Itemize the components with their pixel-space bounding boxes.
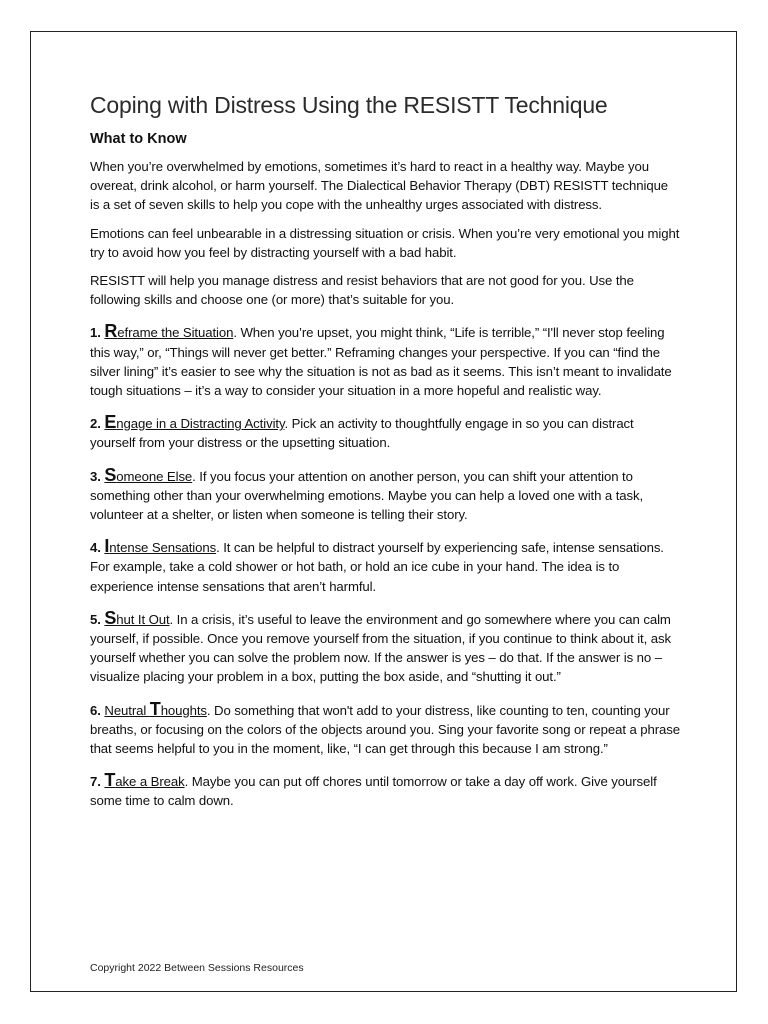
skill-name: Someone Else: [104, 464, 193, 485]
skill-name: Shut It Out: [104, 607, 170, 628]
skill-initial-letter: R: [104, 321, 118, 342]
skill-number: 1.: [90, 325, 101, 341]
intro-paragraph-2: Emotions can feel unbearable in a distressing situation or crisis. When you’re very emotional you might try to avoid how you feel by distracting yourself with a bad habit.: [90, 225, 680, 260]
skill-initial-letter: S: [104, 464, 117, 485]
skill-number: 3.: [90, 468, 101, 484]
skill-number: 7.: [90, 774, 101, 790]
skill-initial-letter: E: [104, 412, 117, 433]
intro-paragraph-1: When you’re overwhelmed by emotions, sometimes it’s hard to react in a healthy way. Maybe you overeat, drink alcohol, or harm yourself. The Dialectical Behavior Therapy (DBT) RESISTT technique is a set of seven skills to help you cope with the unhealthy urges associated with distress.: [90, 159, 669, 213]
skill-name: Reframe the Situation: [104, 321, 234, 342]
skill-description: . When you’re upset, you might think, “Life is terrible,” “I'll never stop feeling this way,” or, “Things will never get better.” Reframing changes your perspective. If you can “find the silver lining” it’s easier to see why the situation is not as bad as it seems. This isn’t meant to invalidate tough situations – it’s a way to consider your situation in a more hopeful and realistic way.: [90, 325, 672, 399]
skill-intense-sensations: [90, 538, 680, 596]
skill-reframe: [90, 323, 680, 400]
skill-take-a-break: [90, 772, 680, 810]
skill-initial-letter: I: [104, 536, 110, 557]
copyright-footer: Copyright 2022 Between Sessions Resources: [90, 962, 304, 974]
skill-neutral-thoughts: [90, 698, 680, 759]
skill-number: 2.: [90, 416, 101, 432]
skill-engage: [90, 414, 680, 452]
page-title: Coping with Distress Using the RESISTT Technique: [90, 92, 608, 118]
section-heading-what-to-know: What to Know: [90, 131, 187, 147]
skill-initial-letter: T: [104, 770, 116, 791]
skill-description: . Maybe you can put off chores until tomorrow or take a day off work. Give yourself some time to calm down.: [90, 774, 657, 809]
skill-name: Intense Sensations: [104, 536, 217, 557]
skill-name: Engage in a Distracting Activity: [104, 412, 285, 433]
skill-description: . If you focus your attention on another person, you can shift your attention to something other than your overwhelming emotions. Maybe you can help a loved one with a task, volunteer at a shelter, or listen when someone is telling their story.: [90, 468, 644, 523]
document-body: [90, 92, 680, 825]
skill-name: Take a Break: [104, 770, 185, 791]
skill-description: . Do something that won't add to your distress, like counting to ten, counting your breaths, or focusing on the colors of the objects around you. Sing your favorite song or repeat a phrase that seems helpful to you in the moment, like, “I can get through this because I am strong.”: [90, 702, 680, 757]
intro-paragraph-3: RESISTT will help you manage distress and resist behaviors that are not good for you. Use the following skills and choose one (or more) that’s suitable for you.: [90, 273, 634, 308]
skill-someone-else: [90, 464, 680, 525]
skill-shut-it-out: [90, 607, 680, 687]
skill-name: Neutral Thoughts: [104, 698, 207, 719]
skill-number: 5.: [90, 611, 101, 627]
skill-description: . In a crisis, it’s useful to leave the environment and go somewhere where you can calm yourself, if possible. Once you remove yourself from the situation, if you continue to think about it, ask yourself whether you can solve the problem now. If the answer is yes – do that. If the answer is no – visualize placing your problem in a box, putting the box aside, and “shutting it out.”: [90, 611, 671, 685]
skill-description: . It can be helpful to distract yourself by experiencing safe, intense sensations. For example, take a cold shower or hot bath, or hold an ice cube in your hand. The idea is to experience intense sensations that aren’t harmful.: [90, 540, 664, 594]
skill-number: 6.: [90, 702, 101, 718]
skill-initial-letter: T: [149, 698, 161, 719]
skill-number: 4.: [90, 540, 101, 556]
skill-description: . Pick an activity to thoughtfully engage in so you can distract yourself from your distress or the upsetting situation.: [90, 416, 634, 451]
skill-initial-letter: S: [104, 607, 117, 628]
